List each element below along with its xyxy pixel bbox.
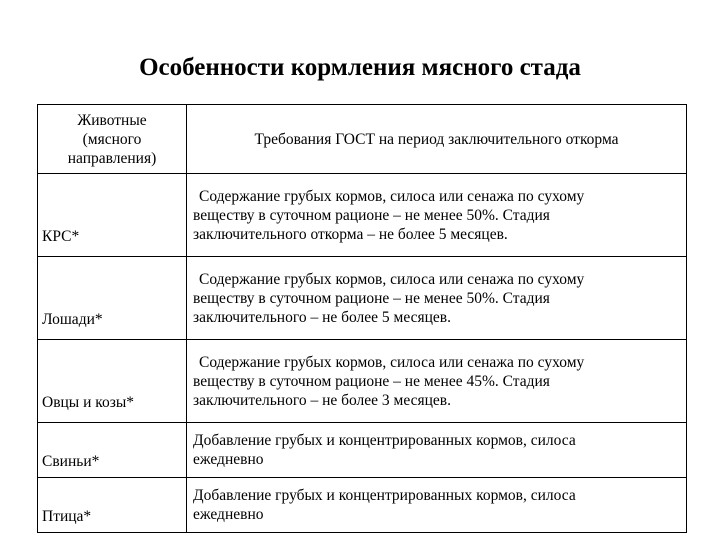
requirement-line: веществу в суточном рационе – не менее 50%. Стадия (193, 206, 550, 224)
requirement-line: ежедневно (193, 506, 264, 523)
animal-cell: Овцы и козы* (38, 340, 187, 423)
table-row (38, 423, 687, 478)
requirement-cell (187, 340, 687, 423)
header-requirements: Требования ГОСТ на период заключительного откорма (187, 105, 687, 174)
requirement-line: заключительного – не более 3 месяцев. (193, 391, 451, 409)
table-header-row (38, 105, 687, 174)
requirement-line: Содержание грубых кормов, силоса или сенажа по сухому (199, 353, 585, 371)
requirement-line: веществу в суточном рационе – не менее 50%. Стадия (193, 289, 550, 307)
requirement-line: Добавление грубых и концентрированных кормов, силоса (193, 487, 576, 504)
requirement-line: Добавление грубых и концентрированных кормов, силоса (193, 432, 576, 449)
requirement-line: заключительного откорма – не более 5 месяцев. (193, 225, 508, 243)
header-animals (38, 105, 187, 174)
requirement-line: веществу в суточном рационе – не менее 45%. Стадия (193, 372, 550, 390)
requirement-cell (187, 257, 687, 340)
animal-cell: Лошади* (38, 257, 187, 340)
requirement-cell (187, 478, 687, 533)
table-row (38, 340, 687, 423)
requirement-line: Содержание грубых кормов, силоса или сенажа по сухому (199, 270, 585, 288)
animal-cell: КРС* (38, 174, 187, 257)
table-row (38, 478, 687, 533)
table-row (38, 257, 687, 340)
header-animals-line: направления) (67, 149, 157, 167)
requirement-line: ежедневно (193, 451, 264, 468)
requirement-line: Содержание грубых кормов, силоса или сенажа по сухому (199, 187, 585, 205)
requirement-cell (187, 174, 687, 257)
requirement-cell (187, 423, 687, 478)
feeding-requirements-table (37, 104, 687, 533)
animal-cell: Свиньи* (38, 423, 187, 478)
header-animals-line: (мясного (82, 130, 142, 148)
page-title: Особенности кормления мясного стада (139, 54, 581, 81)
animal-cell: Птица* (38, 478, 187, 533)
header-animals-line: Животные (77, 111, 147, 129)
requirement-line: заключительного – не более 5 месяцев. (193, 308, 451, 326)
table-row (38, 174, 687, 257)
